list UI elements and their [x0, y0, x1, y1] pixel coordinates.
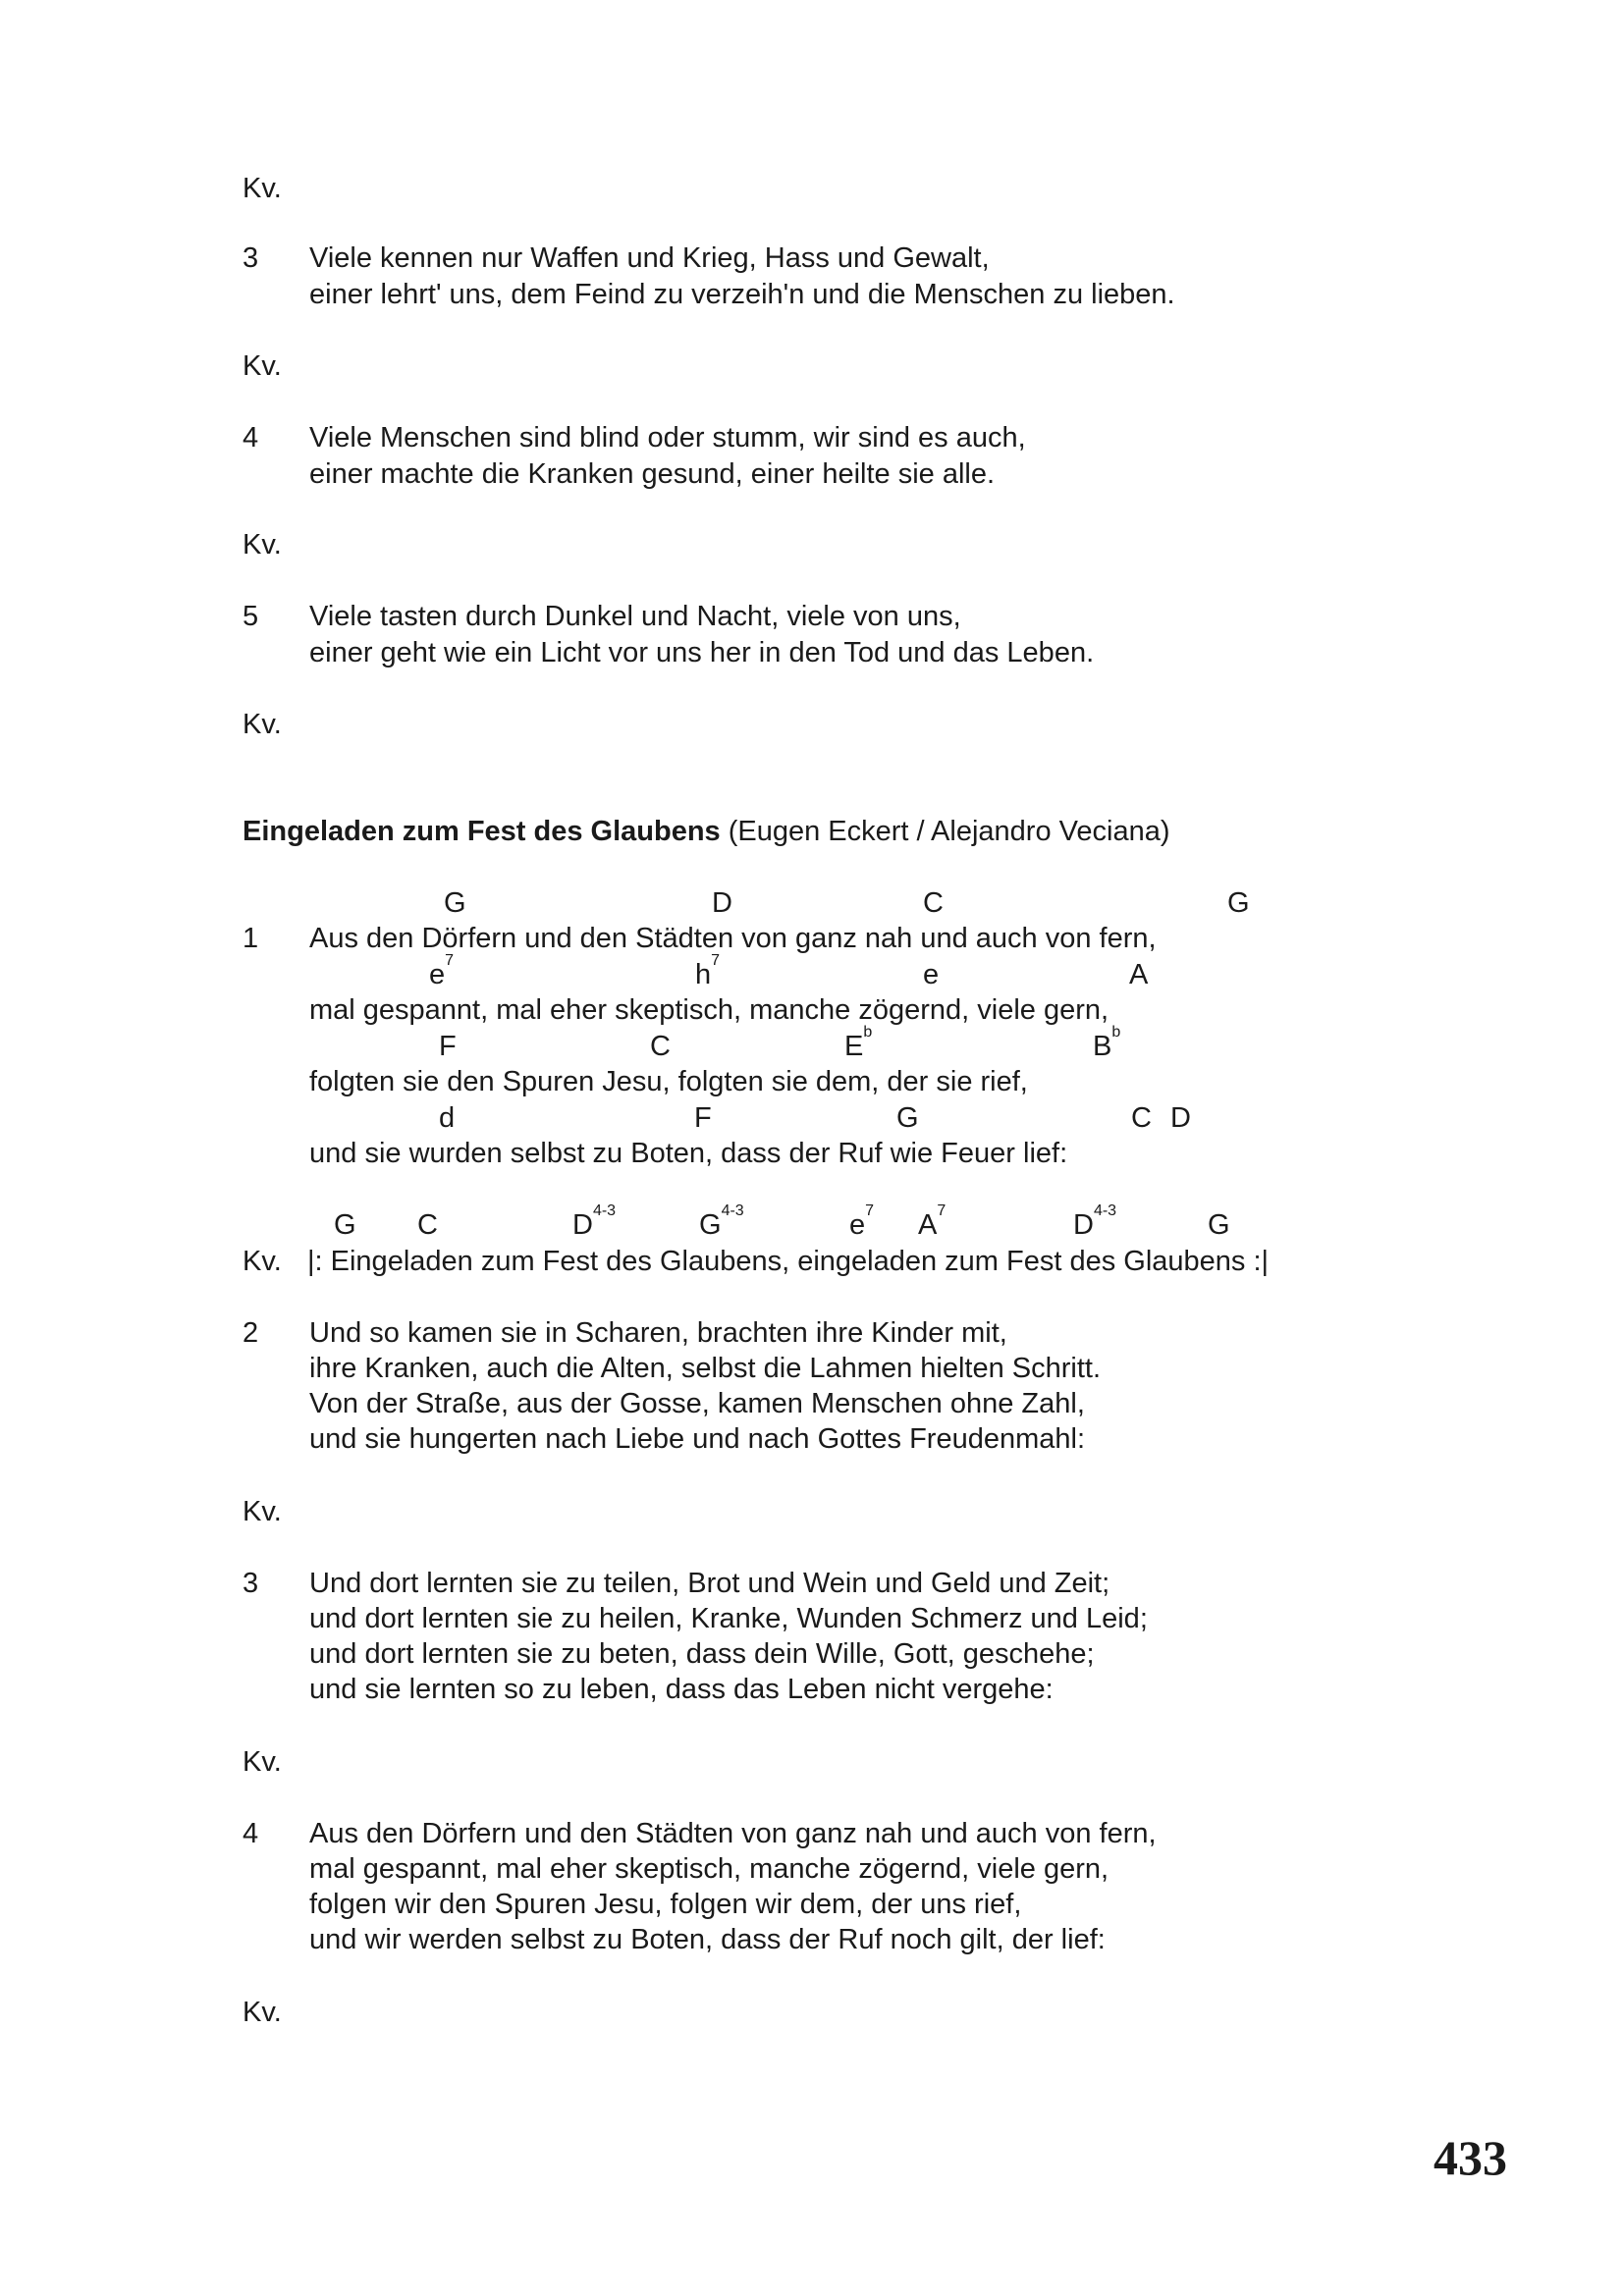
chord-root: B — [1093, 1031, 1112, 1062]
page-number: 433 — [1434, 2130, 1507, 2185]
chord-symbol — [444, 885, 466, 921]
chord-symbol — [1073, 1202, 1117, 1243]
chord-symbol — [694, 1100, 712, 1136]
chord-symbol — [923, 885, 944, 921]
chord-symbol — [439, 1100, 455, 1136]
verse-line: folgen wir den Spuren Jesu, folgen wir dem, der uns rief, — [309, 1889, 1022, 1920]
chord-symbol — [896, 1100, 919, 1136]
chord-root: C — [923, 887, 944, 919]
chord-symbol — [1227, 885, 1250, 921]
chord-extension: b — [1111, 1024, 1121, 1041]
chord-root: G — [699, 1209, 722, 1241]
refrain-marker: Kv. — [243, 709, 282, 740]
chord-root: e — [849, 1209, 866, 1241]
chord-symbol — [923, 957, 939, 992]
verse-number: 2 — [243, 1317, 259, 1349]
verse-number: 4 — [243, 1818, 259, 1849]
chord-symbol — [439, 1029, 457, 1064]
refrain-marker: Kv. — [243, 173, 282, 204]
verse-line: und dort lernten sie zu beten, dass dein Wille, Gott, geschehe; — [309, 1638, 1095, 1670]
chord-symbol — [1129, 957, 1148, 992]
chord-symbol — [712, 885, 732, 921]
verse-line: einer lehrt' uns, dem Feind zu verzeih'n und die Menschen zu lieben. — [309, 279, 1175, 310]
chord-root: G — [334, 1209, 356, 1241]
verse-line: Von der Straße, aus der Gosse, kamen Menschen ohne Zahl, — [309, 1388, 1085, 1419]
refrain-label: Kv. — [243, 1246, 282, 1277]
refrain-marker: Kv. — [243, 1997, 282, 2028]
verse-line: und sie lernten so zu leben, dass das Leben nicht vergehe: — [309, 1674, 1054, 1705]
verse-line: Und so kamen sie in Scharen, brachten ihre Kinder mit, — [309, 1317, 1007, 1349]
verse-line: Und dort lernten sie zu teilen, Brot und Wein und Geld und Zeit; — [309, 1568, 1110, 1599]
chord-symbol — [1208, 1207, 1230, 1243]
verse-number: 5 — [243, 601, 259, 632]
chord-root: G — [896, 1102, 919, 1134]
chord-extension: 7 — [711, 952, 721, 969]
chord-symbol — [334, 1207, 356, 1243]
chord-symbol — [695, 952, 721, 992]
chord-root: C — [650, 1031, 671, 1062]
verse-line: Aus den Dörfern und den Städten von ganz nah und auch von fern, — [309, 1818, 1157, 1849]
verse-line: und wir werden selbst zu Boten, dass der Ruf noch gilt, der lief: — [309, 1924, 1106, 1955]
chord-root: E — [844, 1031, 864, 1062]
chord-root: e — [429, 959, 446, 990]
chord-root: A — [918, 1209, 938, 1241]
chord-symbol — [417, 1207, 438, 1243]
chord-symbol — [1131, 1100, 1152, 1136]
verse-number: 3 — [243, 1568, 259, 1599]
verse-line: ihre Kranken, auch die Alten, selbst die Lahmen hielten Schritt. — [309, 1353, 1102, 1384]
verse-number: 4 — [243, 422, 259, 454]
verse-line: einer machte die Kranken gesund, einer heilte sie alle. — [309, 458, 996, 490]
refrain-marker: Kv. — [243, 350, 282, 382]
song-title — [243, 814, 1170, 849]
song-authors: (Eugen Eckert / Alejandro Veciana) — [728, 816, 1170, 847]
chord-symbol — [1093, 1024, 1121, 1064]
chord-root: D — [1073, 1209, 1094, 1241]
chord-extension: 7 — [865, 1202, 875, 1219]
chord-root: D — [712, 887, 732, 919]
verse-line: Viele tasten durch Dunkel und Nacht, viele von uns, — [309, 601, 961, 632]
verse-line: einer geht wie ein Licht vor uns her in den Tod und das Leben. — [309, 637, 1095, 668]
chord-root: D — [572, 1209, 593, 1241]
chord-symbol — [849, 1202, 875, 1243]
chord-root: G — [1227, 887, 1250, 919]
chord-root: e — [923, 959, 940, 990]
chord-symbol — [1170, 1100, 1191, 1136]
chord-symbol — [429, 952, 455, 992]
verse-line: und sie wurden selbst zu Boten, dass der Ruf wie Feuer lief: — [309, 1138, 1068, 1169]
verse-line: Aus den Dörfern und den Städten von ganz nah und auch von fern, — [309, 923, 1157, 954]
verse-line: mal gespannt, mal eher skeptisch, manche zögernd, viele gern, — [309, 994, 1109, 1026]
chord-root: D — [1170, 1102, 1191, 1134]
verse-line: und sie hungerten nach Liebe und nach Gottes Freudenmahl: — [309, 1423, 1085, 1455]
verse-number: 1 — [243, 923, 259, 954]
chord-root: F — [694, 1102, 712, 1134]
chord-extension: b — [863, 1024, 873, 1041]
chord-root: G — [1208, 1209, 1230, 1241]
chord-symbol — [918, 1202, 947, 1243]
verse-line: mal gespannt, mal eher skeptisch, manche zögernd, viele gern, — [309, 1853, 1109, 1885]
chord-extension: 4-3 — [721, 1202, 744, 1219]
chord-symbol — [650, 1029, 671, 1064]
refrain-text: |: Eingeladen zum Fest des Glaubens, eingeladen zum Fest des Glaubens :| — [307, 1246, 1270, 1277]
chord-extension: 7 — [937, 1202, 947, 1219]
verse-line: folgten sie den Spuren Jesu, folgten sie dem, der sie rief, — [309, 1066, 1028, 1097]
chord-symbol — [699, 1202, 744, 1243]
refrain-marker: Kv. — [243, 1496, 282, 1527]
chord-root: C — [417, 1209, 438, 1241]
chord-root: d — [439, 1102, 456, 1134]
chord-extension: 4-3 — [592, 1202, 617, 1219]
chord-root: F — [439, 1031, 457, 1062]
refrain-marker: Kv. — [243, 1746, 282, 1778]
chord-root: G — [444, 887, 466, 919]
chord-root: h — [695, 959, 712, 990]
verse-line: und dort lernten sie zu heilen, Kranke, Wunden Schmerz und Leid; — [309, 1603, 1148, 1634]
verse-number: 3 — [243, 242, 259, 274]
song-title-text: Eingeladen zum Fest des Glaubens — [243, 816, 721, 847]
chord-symbol — [844, 1024, 873, 1064]
chord-root: C — [1131, 1102, 1152, 1134]
verse-line: Viele kennen nur Waffen und Krieg, Hass und Gewalt, — [309, 242, 990, 274]
chord-extension: 4-3 — [1093, 1202, 1117, 1219]
chord-extension: 7 — [445, 952, 455, 969]
chord-symbol — [572, 1202, 617, 1243]
verse-line: Viele Menschen sind blind oder stumm, wir sind es auch, — [309, 422, 1026, 454]
refrain-marker: Kv. — [243, 529, 282, 561]
chord-root: A — [1129, 959, 1149, 990]
